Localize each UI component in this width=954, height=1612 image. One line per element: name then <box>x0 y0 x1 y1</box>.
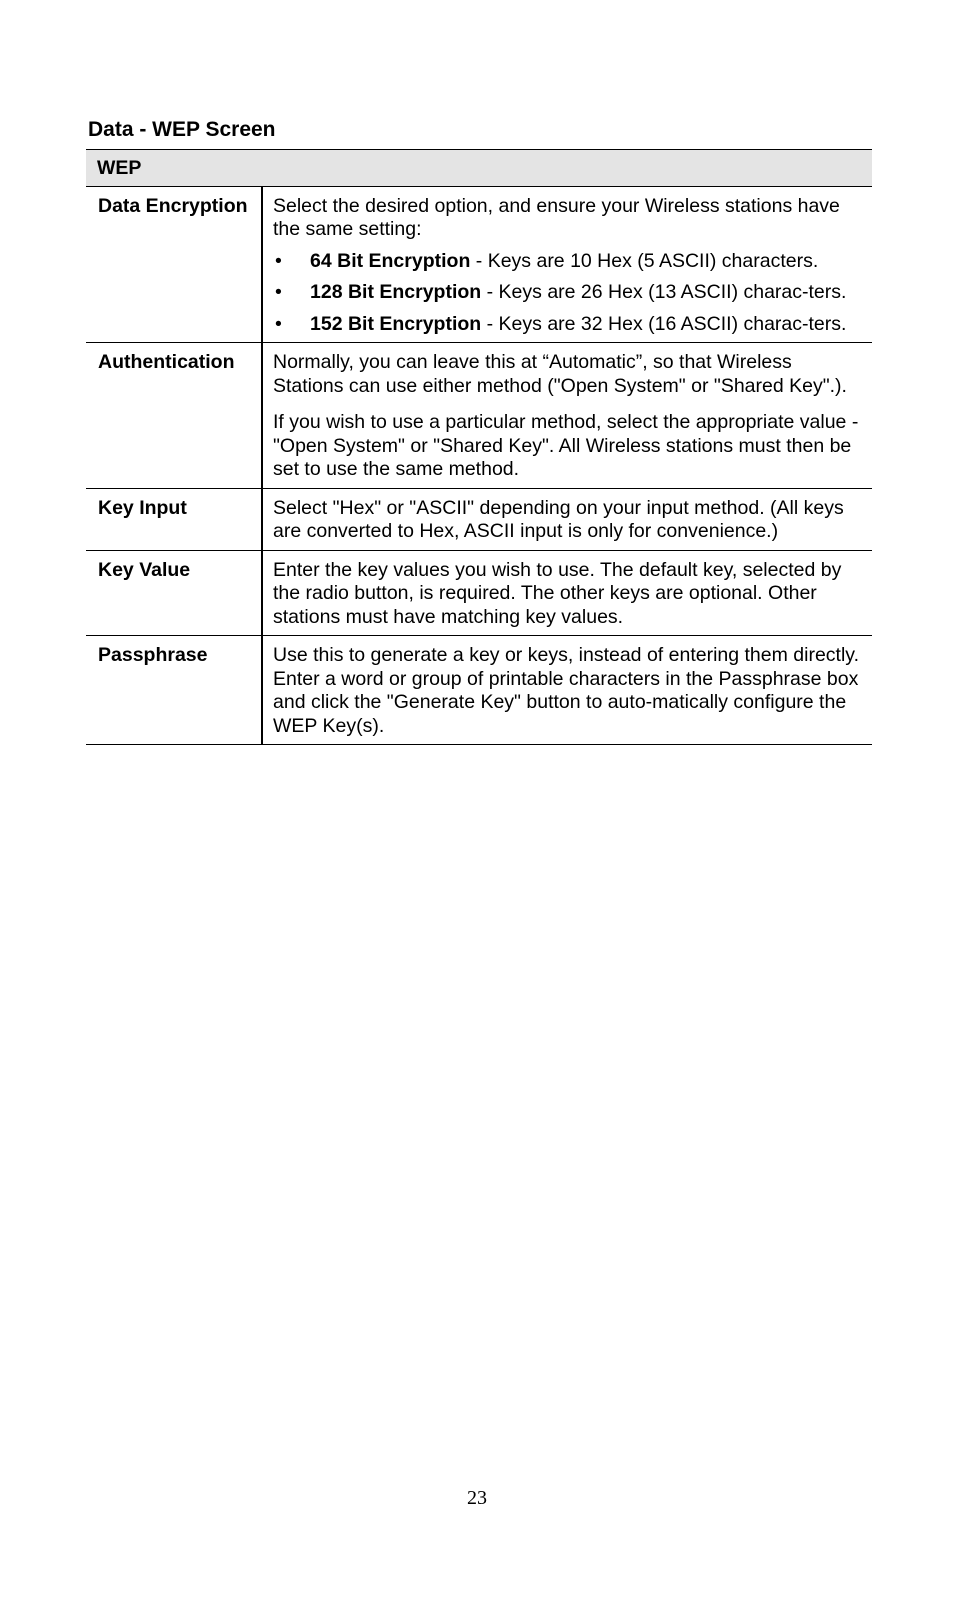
row-label-authentication: Authentication <box>86 343 262 489</box>
row-label-key-value: Key Value <box>86 550 262 636</box>
section-title: Data - WEP Screen <box>88 118 276 141</box>
page-number: 23 <box>467 1487 487 1509</box>
table-row-data-encryption <box>86 186 872 343</box>
authentication-paragraph: Normally, you can leave this at “Automatic”, so that Wireless Stations can use either method ("Open System" or "Shared Key".). <box>273 351 847 397</box>
bullet-icon: • <box>275 281 282 303</box>
row-description-key-input <box>262 488 872 550</box>
wep-settings-table <box>86 149 872 745</box>
table-row-authentication <box>86 343 872 489</box>
table-row-key-input <box>86 488 872 550</box>
table-header: WEP <box>86 150 872 187</box>
option-128-bit <box>273 281 862 305</box>
data-encryption-intro: Select the desired option, and ensure your Wireless stations have the same setting: <box>273 194 840 240</box>
key-input-paragraph: Select "Hex" or "ASCII" depending on your input method. (All keys are converted to Hex, ASCII input is only for convenience.) <box>273 496 844 542</box>
row-description-data-encryption <box>262 186 872 343</box>
option-64-bit <box>273 250 862 274</box>
row-label-passphrase: Passphrase <box>86 636 262 745</box>
option-152-bit <box>273 313 862 337</box>
row-label-key-input: Key Input <box>86 488 262 550</box>
table-row-passphrase <box>86 636 872 745</box>
row-description-authentication <box>262 343 872 489</box>
option-name: 64 Bit Encryption <box>310 249 471 272</box>
option-name: 128 Bit Encryption <box>310 281 482 303</box>
key-value-paragraph: Enter the key values you wish to use. The default key, selected by the radio button, is required. The other keys are optional. Other stations must have matching key values. <box>273 558 842 628</box>
table-row-key-value <box>86 550 872 636</box>
passphrase-paragraph: Use this to generate a key or keys, instead of entering them directly. Enter a word or group of printable characters in the Passphrase box and click the "Generate Key" button to auto-matically configure the WEP Key(s). <box>273 644 860 737</box>
option-text: - Keys are 10 Hex (5 ASCII) characters. <box>470 249 819 272</box>
option-text: - Keys are 32 Hex (16 ASCII) charac-ters. <box>481 312 847 335</box>
option-text: - Keys are 26 Hex (13 ASCII) charac-ters. <box>481 281 847 303</box>
row-description-key-value <box>262 550 872 636</box>
encryption-option-list <box>273 250 862 337</box>
bullet-icon: • <box>275 312 282 335</box>
row-label-data-encryption: Data Encryption <box>86 186 262 343</box>
authentication-paragraph: If you wish to use a particular method, select the appropriate value - "Open System" or "Shared Key". All Wireless stations must then be set to use the same method. <box>273 411 859 480</box>
row-description-passphrase <box>262 636 872 745</box>
table-header-row <box>86 150 872 187</box>
option-name: 152 Bit Encryption <box>310 312 482 335</box>
bullet-icon: • <box>275 249 282 272</box>
